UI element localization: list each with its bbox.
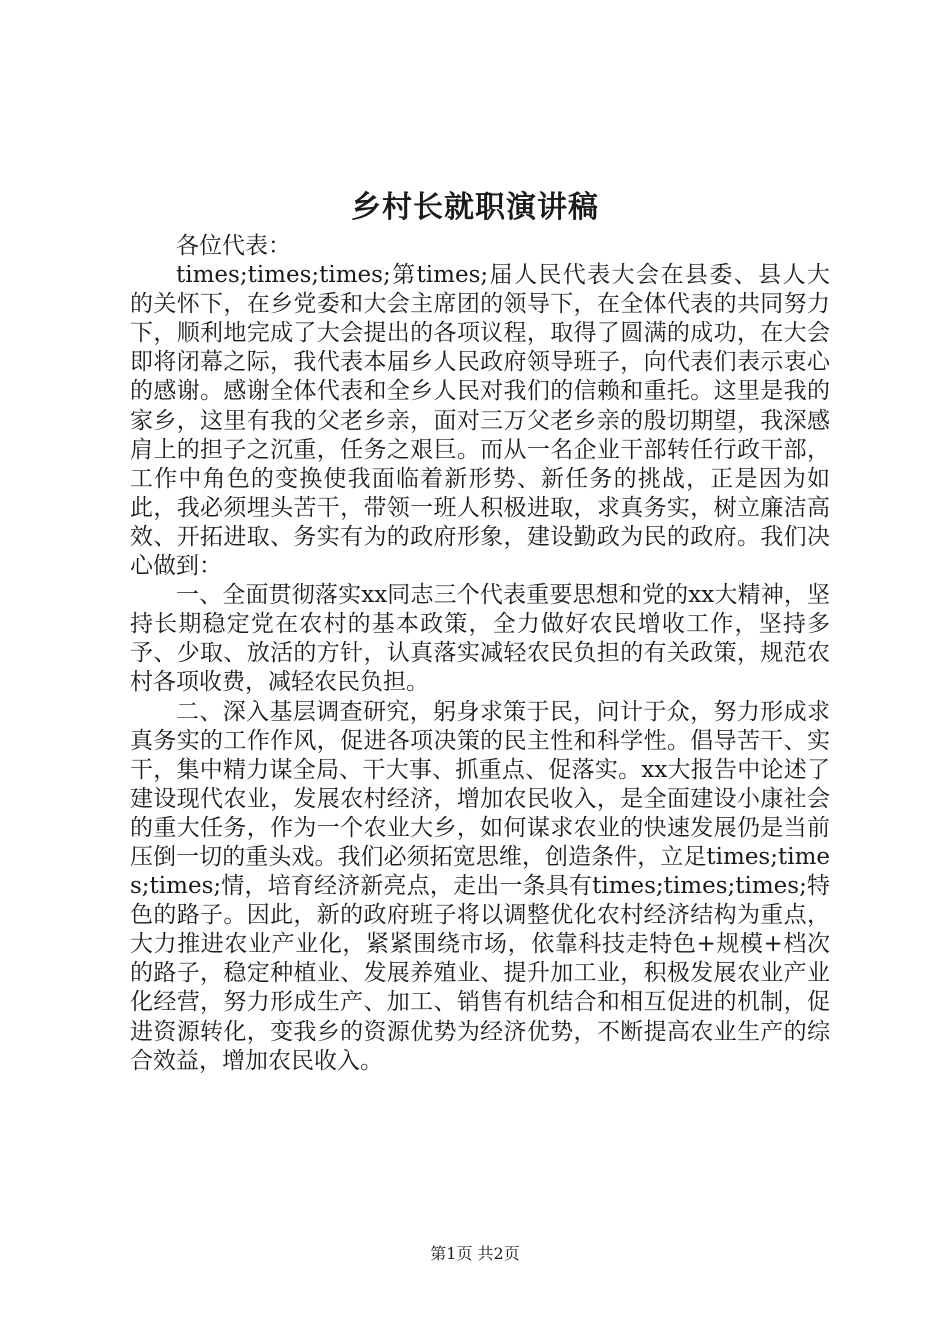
point-two-paragraph: 二、深入基层调查研究，躬身求策于民，问计于众，努力形成求真务实的工作作风，促进各项决策的民主性和科学性。倡导苦干、实干，集中精力谋全局、干大事、抓重点、促落实。xx大报告中论述了建设现代农业，发展农村经济，增加农民收入，是全面建设小康社会的重大任务，作为一个农业大乡，如何谋求农业的快速发展仍是当前压倒一切的重头戏。我们必须拓宽思维，创造条件，立足times;times;times;情，培育经济新亮点，走出一条具有times;times;times;特色的路子。因此，新的政府班子将以调整优化农村经济结构为重点，大力推进农业产业化，紧紧围绕市场，依靠科技走特色+规模+档次的路子，稳定种植业、发展养殖业、提升加工业，积极发展农业产业化经营，努力形成生产、加工、销售有机结合和相互促进的机制，促进资源转化，变我乡的资源优势为经济优势，不断提高农业生产的综合效益，增加农民收入。 <box>130 698 830 1074</box>
document-body <box>130 232 830 1076</box>
salutation-paragraph: 各位代表： <box>176 233 291 259</box>
point-one-paragraph: 一、全面贯彻落实xx同志三个代表重要思想和党的xx大精神，坚持长期稳定党在农村的基本政策，全力做好农民增收工作，坚持多予、少取、放活的方针，认真落实减轻农民负担的有关政策，规范农村各项收费，减轻农民负担。 <box>130 582 830 696</box>
intro-paragraph: times;times;times;第times;届人民代表大会在县委、县人大的关怀下，在乡党委和大会主席团的领导下，在全体代表的共同努力下，顺利地完成了大会提出的各项议程，取得了圆满的成功，在大会即将闭幕之际，我代表本届乡人民政府领导班子，向代表们表示衷心的感谢。感谢全体代表和全乡人民对我们的信赖和重托。这里是我的家乡，这里有我的父老乡亲，面对三万父老乡亲的殷切期望，我深感肩上的担子之沉重，任务之艰巨。而从一名企业干部转任行政干部，工作中角色的变换使我面临着新形势、新任务的挑战，正是因为如此，我必须埋头苦干，带领一班人积极进取，求真务实，树立廉洁高效、开拓进取、务实有为的政府形象，建设勤政为民的政府。我们决心做到： <box>130 262 830 580</box>
document-title: 乡村长就职演讲稿 <box>351 190 599 225</box>
page-footer: 第1页 共2页 <box>430 1244 520 1263</box>
